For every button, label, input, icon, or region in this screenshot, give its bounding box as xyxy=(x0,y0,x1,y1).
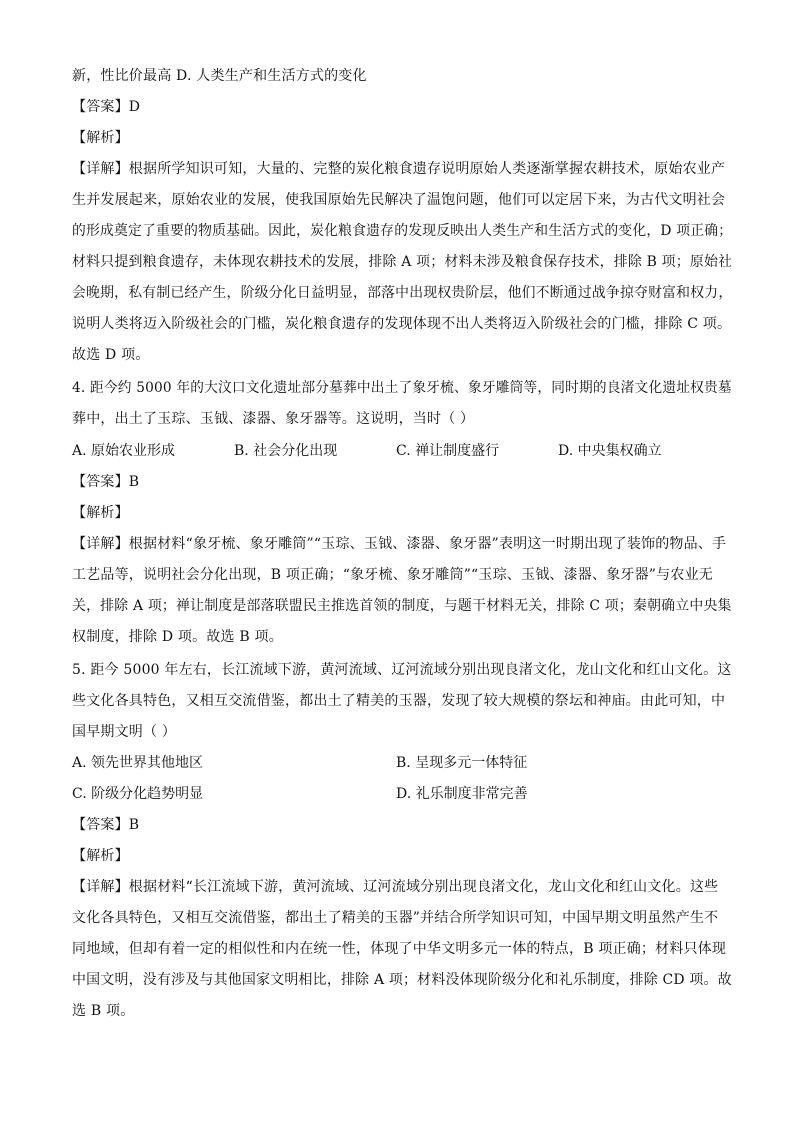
q3-answer: 【答案】D xyxy=(72,99,141,115)
q5-option-c: C. 阶级分化趋势明显 xyxy=(72,786,204,802)
q5-detail-line: 文化各具特色，又相互交流借鉴，都出土了精美的玉器”并结合所学知识可知，中国早期文明虽然产生不 xyxy=(72,910,719,926)
q5-analysis-heading: 【解析】 xyxy=(72,848,129,864)
q5-detail-line: 中国文明，没有涉及与其他国家文明相比，排除 A 项；材料没体现阶级分化和礼乐制度，排除 CD 项。故 xyxy=(72,972,732,988)
q4-answer: 【答案】B xyxy=(72,474,140,490)
q4-option-a: A. 原始农业形成 xyxy=(72,443,176,459)
q5-detail-line: 【详解】根据材料“长江流域下游，黄河流域、辽河流域分别出现良渚文化，龙山文化和红山文化。这些 xyxy=(72,879,719,895)
q5-detail-line: 同地域，但却有着一定的相似性和内在统一性，体现了中华文明多元一体的特点，B 项正确；材料只体现 xyxy=(72,941,727,957)
q5-option-b: B. 呈现多元一体特征 xyxy=(396,755,528,771)
q3-tail-text: 新，性比价最高 D. 人类生产和生活方式的变化 xyxy=(72,68,367,84)
q3-detail-line: 【详解】根据所学知识可知，大量的、完整的炭化粮食遗存说明原始人类逐渐掌握农耕技术，原始农业产 xyxy=(72,161,726,177)
q5-option-a: A. 领先世界其他地区 xyxy=(72,755,204,771)
q4-detail-line: 关，排除 A 项；禅让制度是部落联盟民主推选首领的制度，与题干材料无关，排除 C 项；秦朝确立中央集 xyxy=(72,598,732,614)
q4-detail-line: 工艺品等，说明社会分化出现，B 项正确；“象牙梳、象牙雕筒”“玉琮、玉钺、漆器、象牙器”与农业无 xyxy=(72,567,713,583)
q5-stem-line: 5. 距今 5000 年左右，长江流域下游，黄河流域、辽河流域分别出现良渚文化，龙山文化和红山文化。这 xyxy=(72,662,732,678)
q4-stem-line: 葬中，出土了玉琮、玉钺、漆器、象牙器等。这说明，当时（ ） xyxy=(72,411,475,427)
q3-analysis-heading: 【解析】 xyxy=(72,130,129,146)
q5-answer: 【答案】B xyxy=(72,817,140,833)
q3-detail-line: 说明人类将迈入阶级社会的门槛，炭化粮食遗存的发现体现不出人类将迈入阶级社会的门槛，排除 C 项。 xyxy=(72,316,732,332)
q3-detail-line: 生并发展起来，原始农业的发展，使我国原始先民解决了温饱问题，他们可以定居下来，为古代文明社会 xyxy=(72,192,726,208)
q4-detail-line: 【详解】根据材料“象牙梳、象牙雕筒”“玉琮、玉钺、漆器、象牙器”表明这一时期出现了装饰的物品、手 xyxy=(72,536,727,552)
q4-detail-line: 权制度，排除 D 项。故选 B 项。 xyxy=(72,629,283,645)
q4-stem-line: 4. 距今约 5000 年的大汶口文化遗址部分墓葬中出土了象牙梳、象牙雕筒等，同时期的良渚文化遗址权贵墓 xyxy=(72,380,732,396)
q3-detail-line: 会晚期，私有制已经产生，阶级分化日益明显，部落中出现权贵阶层，他们不断通过战争掠夺财富和权力， xyxy=(72,285,733,301)
q3-detail-line: 材料只提到粮食遗存，未体现农耕技术的发展，排除 A 项；材料未涉及粮食保存技术，排除 B 项；原始社 xyxy=(72,254,733,270)
q5-detail-line: 选 B 项。 xyxy=(72,1003,135,1019)
q3-detail-line: 故选 D 项。 xyxy=(72,347,150,363)
q5-option-d: D. 礼乐制度非常完善 xyxy=(396,786,528,802)
q5-stem-line: 些文化各具特色，又相互交流借鉴，都出土了精美的玉器，发现了较大规模的祭坛和神庙。由此可知，中 xyxy=(72,693,726,709)
q4-option-d: D. 中央集权确立 xyxy=(558,443,662,459)
q5-stem-line: 国早期文明（ ） xyxy=(72,724,177,740)
q4-analysis-heading: 【解析】 xyxy=(72,505,129,521)
q3-detail-line: 的形成奠定了重要的物质基础。因此，炭化粮食遗存的发现反映出人类生产和生活方式的变化，D 项正确； xyxy=(72,223,733,239)
q4-option-b: B. 社会分化出现 xyxy=(234,443,338,459)
q4-option-c: C. 禅让制度盛行 xyxy=(396,443,500,459)
